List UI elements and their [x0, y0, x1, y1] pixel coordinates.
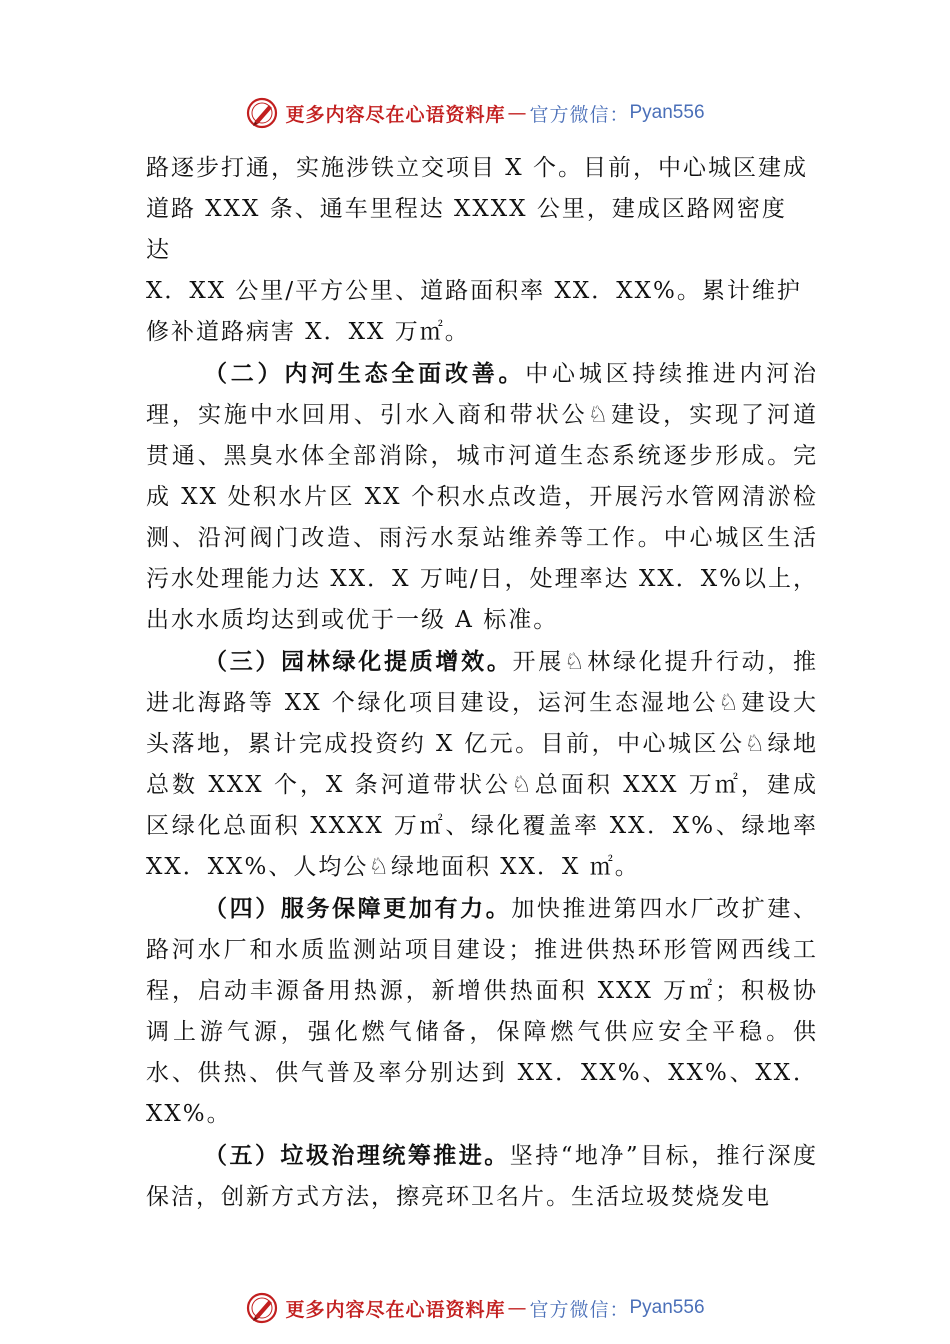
watermark-wechat-id: Pyan556: [629, 102, 705, 123]
watermark-dash: —: [507, 102, 528, 124]
section-body-3: 开展♘林绿化提升行动，推进北海路等 XX 个绿化项目建设，运河生态湿地公♘建设大头落地，累计完成投资约 X 亿元。目前，中心城区公♘绿地总数 XXX 个，X 条河道带状公♘总面积 XXX 万㎡，建成区绿化总面积 XXXX 万㎡、绿化覆盖率 XX．X%、绿地率 XX．XX%、人均公♘绿地面积 XX．X ㎡。: [146, 649, 818, 880]
watermark-wechat-id: Pyan556: [629, 1297, 705, 1318]
paragraph-2: [146, 353, 818, 641]
watermark-wechat-label: 官方微信：: [529, 1298, 630, 1321]
seal-pen-icon: [245, 96, 279, 130]
watermark-brand: 更多内容尽在心语资料库: [285, 1298, 506, 1321]
section-body-5: 坚持“地净”目标，推行深度保洁，创新方式方法，擦亮环卫名片。生活垃圾焚烧发电: [146, 1143, 818, 1210]
paragraph-3: [146, 641, 818, 888]
text-line: 达: [146, 237, 171, 263]
paragraph-1: [146, 148, 818, 353]
watermark-dash: —: [507, 1297, 528, 1319]
section-heading-5: （五）垃圾治理统筹推进。: [204, 1142, 510, 1169]
section-heading-3: （三）园林绿化提质增效。: [204, 648, 513, 675]
text-line: 路逐步打通，实施涉铁立交项目 X 个。目前，中心城区建成: [146, 155, 808, 181]
section-heading-4: （四）服务保障更加有力。: [204, 895, 512, 922]
seal-pen-icon: [245, 1291, 279, 1325]
text-line: X．XX 公里/平方公里、道路面积率 XX．XX%。累计维护: [146, 278, 802, 304]
paragraph-5: [146, 1135, 818, 1218]
paragraph-4: [146, 888, 818, 1135]
section-body-4: 加快推进第四水厂改扩建、路河水厂和水质监测站项目建设；推进供热环形管网西线工程，启动丰源备用热源，新增供热面积 XXX 万㎡；积极协调上游气源，强化燃气储备，保障燃气供应安全平稳。供水、供热、供气普及率分别达到 XX．XX%、XX%、XX．XX%。: [146, 896, 819, 1127]
document-body: [146, 148, 818, 1218]
text-line: 道路 XXX 条、通车里程达 XXXX 公里，建成区路网密度: [146, 196, 787, 222]
text-line: 修补道路病害 X．XX 万㎡。: [146, 319, 470, 345]
section-heading-2: （二）内河生态全面改善。: [204, 360, 526, 387]
footer-watermark: [0, 1291, 950, 1325]
header-watermark: [0, 96, 950, 130]
section-body-2: 中心城区持续推进内河治理，实施中水回用、引水入商和带状公♘建设，实现了河道贯通、黑臭水体全部消除，城市河道生态系统逐步形成。完成 XX 处积水片区 XX 个积水点改造，开展污水管网清淤检测、沿河阀门改造、雨污水泵站维养等工作。中心城区生活污水处理能力达 XX．X 万吨/日，处理率达 XX．X%以上，出水水质均达到或优于一级 A 标准。: [146, 361, 819, 633]
watermark-wechat-label: 官方微信：: [529, 103, 630, 126]
watermark-brand: 更多内容尽在心语资料库: [285, 103, 506, 126]
